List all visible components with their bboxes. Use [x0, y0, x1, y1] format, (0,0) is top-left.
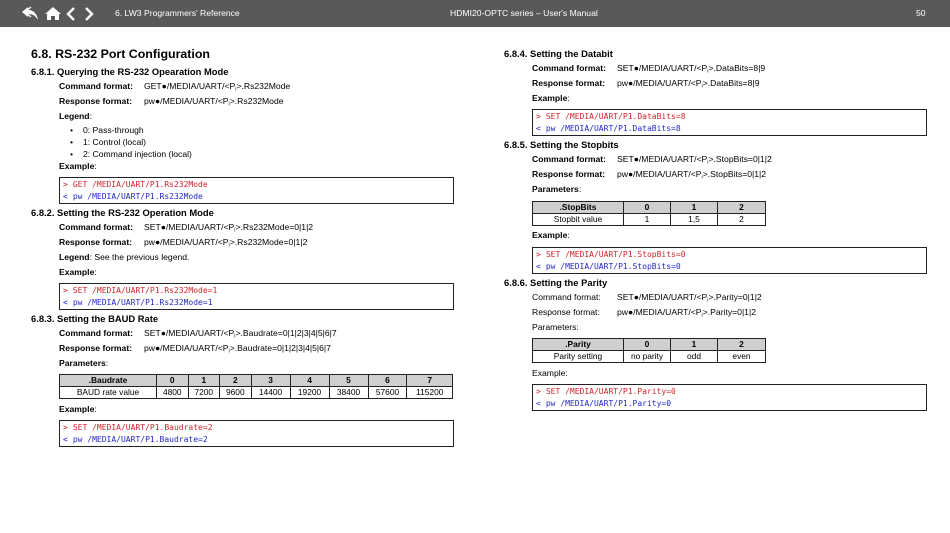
table-header-cell: 6 [368, 375, 407, 387]
legend-item: • 0: Pass-through [83, 125, 144, 135]
example-request-line: > GET /MEDIA/UART/P1.Rs232Mode [63, 180, 208, 189]
table-header-cell: .Parity [533, 339, 624, 351]
example-response-line: < pw /MEDIA/UART/P1.Baudrate=2 [63, 435, 208, 444]
table-header-cell: 1 [188, 375, 220, 387]
example-code-box [532, 384, 927, 411]
table-cell: 7200 [188, 387, 220, 399]
parameters-label: Parameters: [532, 184, 582, 194]
example-code-box [59, 177, 454, 204]
parameters-label: Parameters: [532, 322, 579, 332]
example-label: Example: [532, 230, 570, 240]
example-request-line: > SET /MEDIA/UART/P1.StopBits=0 [536, 250, 686, 259]
table-cell: 14400 [251, 387, 290, 399]
example-request-line: > SET /MEDIA/UART/P1.DataBits=8 [536, 112, 686, 121]
table-header-cell: 4 [290, 375, 329, 387]
heading-6-8-4: 6.8.4. Setting the Databit [504, 48, 613, 59]
example-response-line: < pw /MEDIA/UART/P1.StopBits=0 [536, 262, 681, 271]
table-cell: Stopbit value [533, 214, 624, 226]
stopbits-table [532, 201, 766, 226]
heading-6-8-3: 6.8.3. Setting the BAUD Rate [31, 313, 159, 324]
response-format-value: $pw●/MEDIA/UART/<P_i>.DataBits=8|9$ [617, 78, 760, 90]
command-format-value: $SET●/MEDIA/UART/<P_i>.Baudrate=0|1|2|3|4|5|6|7$ [144, 328, 337, 340]
heading-6-8-5: 6.8.5. Setting the Stopbits [504, 139, 619, 150]
response-format-label: Response format: [59, 96, 133, 106]
command-format-label: Command format: [532, 63, 607, 73]
table-row [60, 387, 453, 399]
parameters-label: Parameters: [59, 358, 109, 368]
example-code-box [59, 283, 454, 310]
heading-6-8-1: 6.8.1. Querying the RS-232 Opearation Mode [31, 66, 229, 77]
table-cell: 38400 [329, 387, 368, 399]
table-header-cell: .Baudrate [60, 375, 157, 387]
table-header-row [60, 375, 453, 387]
response-format-value: $pw●/MEDIA/UART/<P_i>.Rs232Mode=0|1|2$ [144, 237, 308, 249]
table-cell: 2 [718, 214, 766, 226]
command-format-label: Command format: [59, 81, 134, 91]
example-label: Example: [59, 267, 97, 277]
example-label: Example: [59, 161, 97, 171]
table-header-cell: 2 [718, 202, 766, 214]
legend-item: • 1: Control (local) [83, 137, 146, 147]
command-format-value: $SET●/MEDIA/UART/<P_i>.Parity=0|1|2$ [617, 292, 762, 304]
table-cell: 1,5 [671, 214, 718, 226]
table-header-cell: 3 [251, 375, 290, 387]
table-cell: no parity [624, 351, 671, 363]
example-response-line: < pw /MEDIA/UART/P1.DataBits=8 [536, 124, 681, 133]
example-label: Example: [59, 404, 97, 414]
response-format-value: $pw●/MEDIA/UART/<P_i>.Parity=0|1|2$ [617, 307, 756, 319]
example-label: Example: [532, 368, 568, 378]
command-format-label: Command format: [59, 222, 134, 232]
heading-6-8-2: 6.8.2. Setting the RS-232 Operation Mode [31, 207, 214, 218]
table-cell: 19200 [290, 387, 329, 399]
back-icon[interactable] [21, 5, 40, 22]
section-heading-6-8: 6.8. RS-232 Port Configuration [31, 47, 210, 61]
table-header-cell: 1 [671, 202, 718, 214]
example-request-line: > SET /MEDIA/UART/P1.Parity=0 [536, 387, 676, 396]
command-format-label: Command format: [59, 328, 134, 338]
table-cell: Parity setting [533, 351, 624, 363]
chapter-title: 6. LW3 Programmers' Reference [115, 8, 240, 18]
chevron-left-icon[interactable] [65, 5, 77, 22]
example-response-line: < pw /MEDIA/UART/P1.Parity=0 [536, 399, 672, 408]
table-cell: 4800 [157, 387, 189, 399]
baudrate-table [59, 374, 453, 399]
table-row [533, 351, 766, 363]
heading-6-8-6: 6.8.6. Setting the Parity [504, 277, 608, 288]
table-header-cell: 5 [329, 375, 368, 387]
home-icon[interactable] [44, 5, 62, 22]
table-header-cell: 0 [157, 375, 189, 387]
response-format-label: Response format: [532, 78, 606, 88]
table-header-cell: 0 [624, 202, 671, 214]
command-format-value: $SET●/MEDIA/UART/<P_i>.Rs232Mode=0|1|2$ [144, 222, 314, 234]
command-format-value: $SET●/MEDIA/UART/<P_i>.StopBits=0|1|2$ [617, 154, 772, 166]
table-cell: 1 [624, 214, 671, 226]
command-format-label: Command format: [532, 154, 607, 164]
table-header-row [533, 202, 766, 214]
example-response-line: < pw /MEDIA/UART/P1.Rs232Mode [63, 192, 203, 201]
legend-label: Legend: [59, 111, 92, 121]
table-header-cell: 2 [718, 339, 766, 351]
table-header-cell: 2 [220, 375, 252, 387]
table-cell: 115200 [407, 387, 453, 399]
table-cell: even [718, 351, 766, 363]
command-format-value: $SET●/MEDIA/UART/<P_i>.DataBits=8|9$ [617, 63, 766, 75]
legend-line: Legend: See the previous legend. [59, 252, 190, 262]
legend-item: • 2: Command injection (local) [83, 149, 192, 159]
example-response-line: < pw /MEDIA/UART/P1.Rs232Mode=1 [63, 298, 213, 307]
response-format-label: Response format: [59, 343, 133, 353]
chevron-right-icon[interactable] [83, 5, 95, 22]
example-code-box [532, 247, 927, 274]
parity-table [532, 338, 766, 363]
table-header-cell: 7 [407, 375, 453, 387]
document-title: HDMI20-OPTC series – User's Manual [450, 8, 598, 18]
table-cell: BAUD rate value [60, 387, 157, 399]
example-label: Example: [532, 93, 570, 103]
table-header-cell: 0 [624, 339, 671, 351]
table-cell: 9600 [220, 387, 252, 399]
example-request-line: > SET /MEDIA/UART/P1.Baudrate=2 [63, 423, 213, 432]
command-format-label: Command format: [532, 292, 601, 302]
example-code-box [532, 109, 927, 136]
response-format-label: Response format: [532, 307, 600, 317]
table-header-cell: 1 [671, 339, 718, 351]
table-cell: 57600 [368, 387, 407, 399]
response-format-label: Response format: [59, 237, 133, 247]
example-request-line: > SET /MEDIA/UART/P1.Rs232Mode=1 [63, 286, 218, 295]
response-format-value: $pw●/MEDIA/UART/<P_i>.Baudrate=0|1|2|3|4|5|6|7$ [144, 343, 331, 355]
response-format-value: $pw●/MEDIA/UART/<P_i>.Rs232Mode$ [144, 96, 284, 108]
response-format-label: Response format: [532, 169, 606, 179]
table-row [533, 214, 766, 226]
command-format-value: $GET●/MEDIA/UART/<P_i>.Rs232Mode$ [144, 81, 291, 93]
table-header-row [533, 339, 766, 351]
table-cell: odd [671, 351, 718, 363]
table-header-cell: .StopBits [533, 202, 624, 214]
page-number: 50 [916, 8, 926, 18]
top-bar [0, 0, 950, 27]
response-format-value: $pw●/MEDIA/UART/<P_i>.StopBits=0|1|2$ [617, 169, 767, 181]
example-code-box [59, 420, 454, 447]
